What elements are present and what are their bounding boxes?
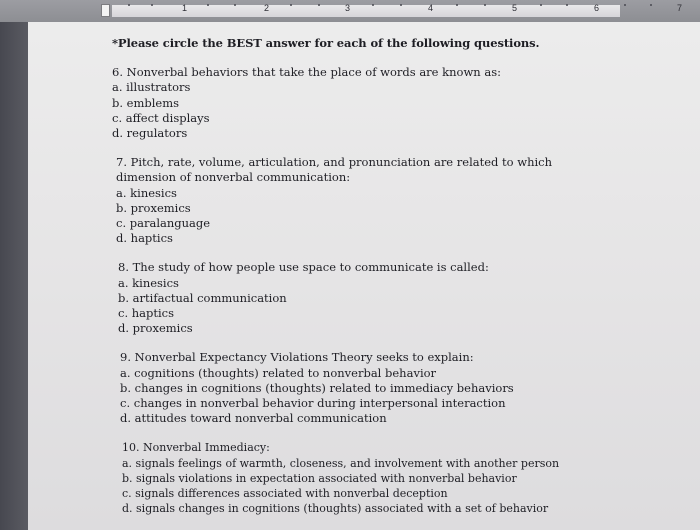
answer-option-a: a. kinesics bbox=[116, 185, 177, 200]
ruler-number: 6 bbox=[594, 3, 600, 13]
question-7 bbox=[116, 155, 628, 246]
answer-option-b: b. signals violations in expectation associated with nonverbal behavior bbox=[122, 471, 517, 485]
question-text: 9. Nonverbal Expectancy Violations Theory seeks to explain: bbox=[120, 350, 474, 365]
ruler-number: 1 bbox=[182, 3, 188, 13]
ruler-number: 3 bbox=[345, 3, 351, 13]
question-10 bbox=[122, 440, 628, 516]
answer-option-d: d. haptics bbox=[116, 231, 173, 246]
answer-option-c: c. changes in nonverbal behavior during interpersonal interaction bbox=[120, 396, 506, 411]
answer-option-a: a. kinesics bbox=[118, 275, 179, 290]
ruler-tick bbox=[540, 4, 542, 6]
answer-option-d: d. attitudes toward nonverbal communication bbox=[120, 411, 387, 426]
ruler-tick bbox=[400, 4, 402, 6]
window-margin bbox=[0, 22, 28, 530]
document-body bbox=[108, 36, 628, 530]
ruler-tick bbox=[456, 4, 458, 6]
ruler-tick bbox=[372, 4, 374, 6]
answer-option-a: a. signals feelings of warmth, closeness, and involvement with another person bbox=[122, 456, 560, 470]
question-text: 7. Pitch, rate, volume, articulation, and pronunciation are related to which dimension of nonverbal communication: bbox=[116, 155, 553, 185]
answer-option-a: a. illustrators bbox=[112, 80, 191, 95]
ruler-tick bbox=[207, 4, 209, 6]
question-9 bbox=[120, 350, 628, 426]
answer-option-d: d. proxemics bbox=[118, 321, 193, 336]
ruler-tick bbox=[128, 4, 130, 6]
answer-option-b: b. emblems bbox=[112, 95, 180, 110]
ruler-tick bbox=[566, 4, 568, 6]
ruler-number: 5 bbox=[512, 3, 518, 13]
ruler-tick bbox=[484, 4, 486, 6]
question-8 bbox=[118, 260, 628, 336]
ruler-tick bbox=[318, 4, 320, 6]
indent-marker[interactable] bbox=[101, 4, 110, 17]
ruler-tick bbox=[624, 4, 626, 6]
answer-option-d: d. regulators bbox=[112, 126, 188, 141]
ruler-number: 4 bbox=[428, 3, 434, 13]
answer-option-b: b. artifactual communication bbox=[118, 290, 287, 305]
question-6 bbox=[112, 65, 628, 141]
answer-option-b: b. changes in cognitions (thoughts) related to immediacy behaviors bbox=[120, 380, 514, 395]
answer-option-b: b. proxemics bbox=[116, 200, 191, 215]
question-text: 8. The study of how people use space to communicate is called: bbox=[118, 260, 489, 275]
answer-option-d: d. signals changes in cognitions (thoughts) associated with a set of behavior bbox=[122, 502, 549, 516]
ruler-number: 7 bbox=[677, 3, 683, 13]
ruler-tick bbox=[290, 4, 292, 6]
ruler-text-area bbox=[112, 5, 620, 17]
answer-option-c: c. haptics bbox=[118, 306, 175, 321]
instructions-heading: *Please circle the BEST answer for each of the following questions. bbox=[112, 36, 540, 50]
ruler-tick bbox=[151, 4, 153, 6]
ruler-tick bbox=[234, 4, 236, 6]
question-text: 6. Nonverbal behaviors that take the place of words are known as: bbox=[112, 65, 501, 80]
answer-option-c: c. affect displays bbox=[112, 110, 210, 125]
answer-option-a: a. cognitions (thoughts) related to nonverbal behavior bbox=[120, 365, 437, 380]
horizontal-ruler[interactable] bbox=[0, 0, 700, 23]
answer-option-c: c. paralanguage bbox=[116, 216, 211, 231]
question-text: 10. Nonverbal Immediacy: bbox=[122, 441, 270, 455]
answer-option-c: c. signals differences associated with nonverbal deception bbox=[122, 487, 448, 501]
ruler-tick bbox=[650, 4, 652, 6]
ruler-number: 2 bbox=[264, 3, 270, 13]
document-page[interactable] bbox=[28, 22, 700, 530]
